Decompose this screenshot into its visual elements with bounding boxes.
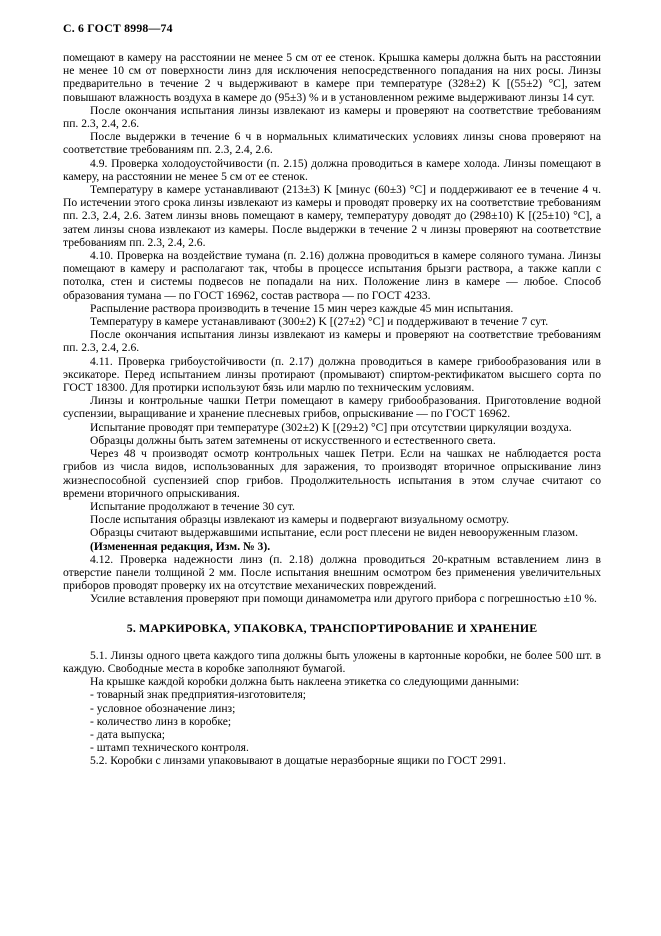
- paragraph: Температуру в камере устанавливают (300±2) K [(27±2) °С] и поддерживают в течение 7 сут.: [90, 315, 549, 329]
- document-body: [63, 51, 601, 768]
- paragraph: После окончания испытания линзы извлекают из камеры и проверяют на соответствие требованиям пп. 2.3, 2.4, 2.6.: [63, 103, 601, 131]
- paragraph: После окончания испытания линзы извлекают из камеры и проверяют на соответствие требованиям пп. 2.3, 2.4, 2.6.: [63, 328, 601, 355]
- paragraph: 4.10. Проверка на воздействие тумана (п. 2.16) должна проводиться в камере соляного тумана. Линзы помещают в камеру и располагают так, чтобы в процессе испытания брызги раствора, а также капли с потолка, стен и системы подвесов не попадали на них. Положение линз в камере — любое. Способ образования тумана — по ГОСТ 16962, состав раствора — по ГОСТ 4233.: [63, 249, 601, 302]
- paragraph: Испытание продолжают в течение 30 сут.: [90, 499, 295, 513]
- paragraph: Образцы должны быть затем затемнены от искусственного и естественного света.: [90, 433, 496, 447]
- paragraph: После выдержки в течение 6 ч в нормальных климатических условиях линзы снова проверяют на соответствие требованиям пп. 2.3, 2.4, 2.6.: [63, 130, 601, 157]
- page-header: С. 6 ГОСТ 8998—74: [63, 21, 173, 35]
- paragraph: 5.2. Коробки с линзами упаковывают в дощатые неразборные ящики по ГОСТ 2991.: [90, 754, 507, 768]
- paragraph: Температуру в камере устанавливают (213±3) K [минус (60±3) °С] и поддерживают ее в течение 4 ч. По истечении этого срока линзы извлекают из камеры и проводят проверку их на соответствие требованиям пп. 2.3, 2.4, 2.6. Затем линзы вновь помещают в камеру, температуру доводят до (298±10) K [(25±10) °С], а затем линзы снова извлекают из камеры. После выдержки в течение 2 ч линзы проверяют на соответствие требованиям пп. 2.3, 2.4, 2.6.: [63, 183, 601, 249]
- paragraph: 4.11. Проверка грибоустойчивости (п. 2.17) должна проводиться в камере грибообразования или в эксикаторе. Перед испытанием линзы протирают (промывают) спиртом-ректификатом высшего сорта по ГОСТ 18300. Для протирки используют бязь или марлю по техническим условиям.: [63, 354, 601, 395]
- paragraph: помещают в камеру на расстоянии не менее 5 см от ее стенок. Крышка камеры должна быть на расстоянии не менее 10 см от поверхности линз для исключения непосредственного попадания на них росы. Линзы предварительно в течение 2 ч выдерживают в камере при температуре (328±2) K [(55±2) °С], затем повышают влажность воздуха в камере до (95±3) % и в установленном режиме выдерживают линзы 14 сут.: [63, 51, 601, 104]
- paragraph: 4.12. Проверка надежности линз (п. 2.18) должна проводиться 20-кратным вставлением линз в отверстие панели толщиной 2 мм. После испытания внешним осмотром без применения увеличительных приборов проводят проверку их на отсутствие механических повреждений.: [63, 552, 601, 593]
- paragraph: Через 48 ч производят осмотр контрольных чашек Петри. Если на чашках не наблюдается роста грибов из числа видов, использованных для заражения, то производят вторичное опрыскивание линз жизнеспособной суспензией спор грибов. Продолжительность испытания в этом случае считают со времени вторичного опрыскивания.: [63, 447, 601, 500]
- paragraph: На крышке каждой коробки должна быть наклеена этикетка со следующими данными:: [90, 675, 520, 689]
- list-item: - штамп технического контроля.: [90, 741, 249, 755]
- paragraph: 4.9. Проверка холодоустойчивости (п. 2.15) должна проводиться в камере холода. Линзы помещают в камеру, на расстоянии не менее 5 см от ее стенок.: [63, 156, 601, 183]
- list-item: - количество линз в коробке;: [90, 714, 232, 728]
- paragraph: Усилие вставления проверяют при помощи динамометра или другого прибора с погрешностью ±10 %.: [90, 592, 597, 606]
- paragraph: Линзы и контрольные чашки Петри помещают в камеру грибообразования. Приготовление водной суспензии, выращивание и хранение плесневых грибов, опрыскивание — по ГОСТ 16962.: [63, 394, 601, 421]
- list-item: - товарный знак предприятия-изготовителя;: [90, 688, 307, 702]
- list-item: - дата выпуска;: [90, 727, 165, 741]
- paragraph: После испытания образцы извлекают из камеры и подвергают визуальному осмотру.: [90, 513, 510, 527]
- paragraph: Образцы считают выдержавшими испытание, если рост плесени не виден невооруженным глазом.: [90, 526, 579, 540]
- amendment-note: (Измененная редакция, Изм. № 3).: [90, 539, 271, 553]
- section-heading: 5. МАРКИРОВКА, УПАКОВКА, ТРАНСПОРТИРОВАНИЕ И ХРАНЕНИЕ: [126, 620, 538, 635]
- paragraph: Распыление раствора производить в течение 15 мин через каждые 45 мин испытания.: [90, 301, 514, 315]
- paragraph: Испытание проводят при температуре (302±2) K [(29±2) °С] при отсутствии циркуляции воздуха.: [90, 420, 572, 434]
- paragraph: 5.1. Линзы одного цвета каждого типа должны быть уложены в картонные коробки, не более 500 шт. в каждую. Свободные места в коробке заполняют бумагой.: [63, 648, 601, 675]
- list-item: - условное обозначение линз;: [90, 701, 236, 715]
